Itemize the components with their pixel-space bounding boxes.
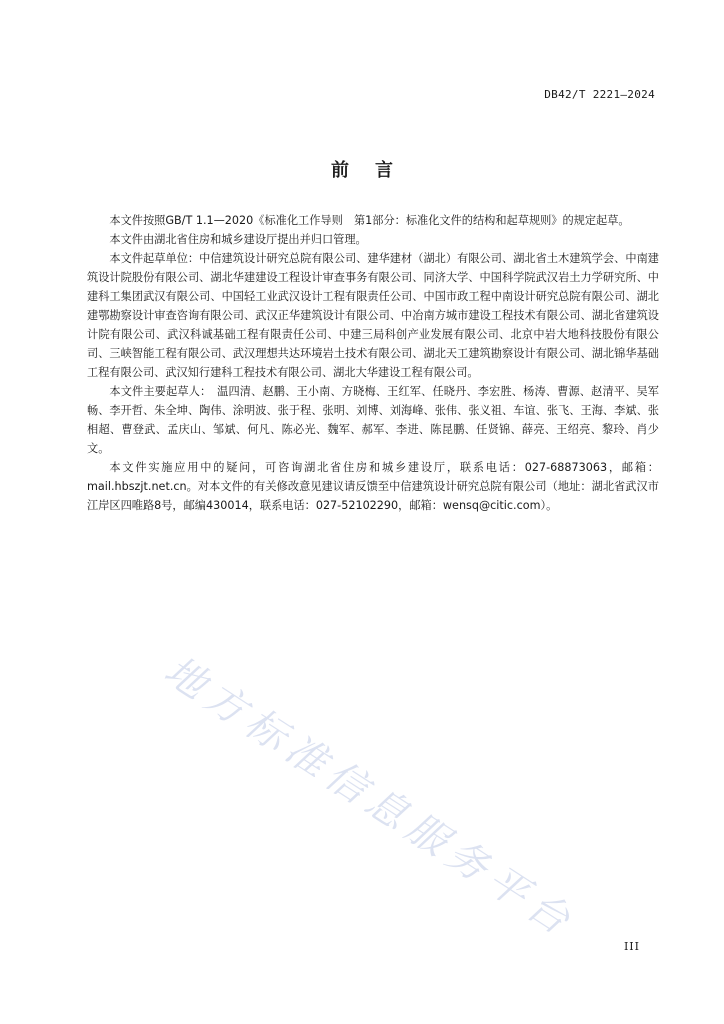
paragraph-proposer: 本文件由湖北省住房和城乡建设厅提出并归口管理。 — [109, 233, 367, 246]
watermark: 地方标准信息服务平台 — [156, 647, 584, 948]
standard-code: DB42/T 2221—2024 — [544, 88, 655, 101]
paragraph-contact: 本文件实施应用中的疑问，可咨询湖北省住房和城乡建设厅，联系电话：027-68873063，邮箱：mail.hbszjt.net.cn。对本文件的有关修改意见建议请反馈至中信建筑设计研究总院有限公司（地址：湖北省武汉市江岸区四唯路8号，邮编430014，联系电话：027-52102290，邮箱：wensq@citic.com）。 — [87, 461, 659, 512]
paragraph-drafters: 本文件主要起草人： 温四清、赵鹏、王小南、方晓梅、王红军、任晓丹、李宏胜、杨涛、曹源、赵清平、吴军畅、李开哲、朱全坤、陶伟、涂明波、张于程、张明、刘博、刘海峰、张伟、张义祖、车谊、张飞、王海、李斌、张相超、曹登武、孟庆山、邹斌、何凡、陈必光、魏军、郝军、李进、陈昆鹏、任贤锦、薛亮、王绍亮、黎玲、肖少文。 — [87, 385, 659, 455]
page-title: 前言 — [331, 160, 419, 181]
page-number: III — [623, 940, 640, 953]
document-body — [87, 211, 659, 515]
paragraph-drafting-units: 本文件起草单位：中信建筑设计研究总院有限公司、建华建材（湖北）有限公司、湖北省土木建筑学会、中南建筑设计院股份有限公司、湖北华建建设工程设计审查事务有限公司、同济大学、中国科学院武汉岩土力学研究所、中建科工集团武汉有限公司、中国轻工业武汉设计工程有限责任公司、中国市政工程中南设计研究总院有限公司、湖北建鄂勘察设计审查咨询有限公司、武汉正华建筑设计有限公司、中冶南方城市建设工程技术有限公司、湖北省建筑设计院有限公司、武汉科诚基础工程有限责任公司、中建三局科创产业发展有限公司、北京中岩大地科技股份有限公司、三峡智能工程有限公司、武汉理想共达环境岩土技术有限公司、湖北天工建筑勘察设计有限公司、湖北锦华基础工程有限公司、武汉知行建科工程技术有限公司、湖北大华建设工程有限公司。 — [87, 252, 659, 379]
paragraph-drafting-rules: 本文件按照GB/T 1.1—2020《标准化工作导则 第1部分：标准化文件的结构和起草规则》的规定起草。 — [109, 214, 630, 227]
